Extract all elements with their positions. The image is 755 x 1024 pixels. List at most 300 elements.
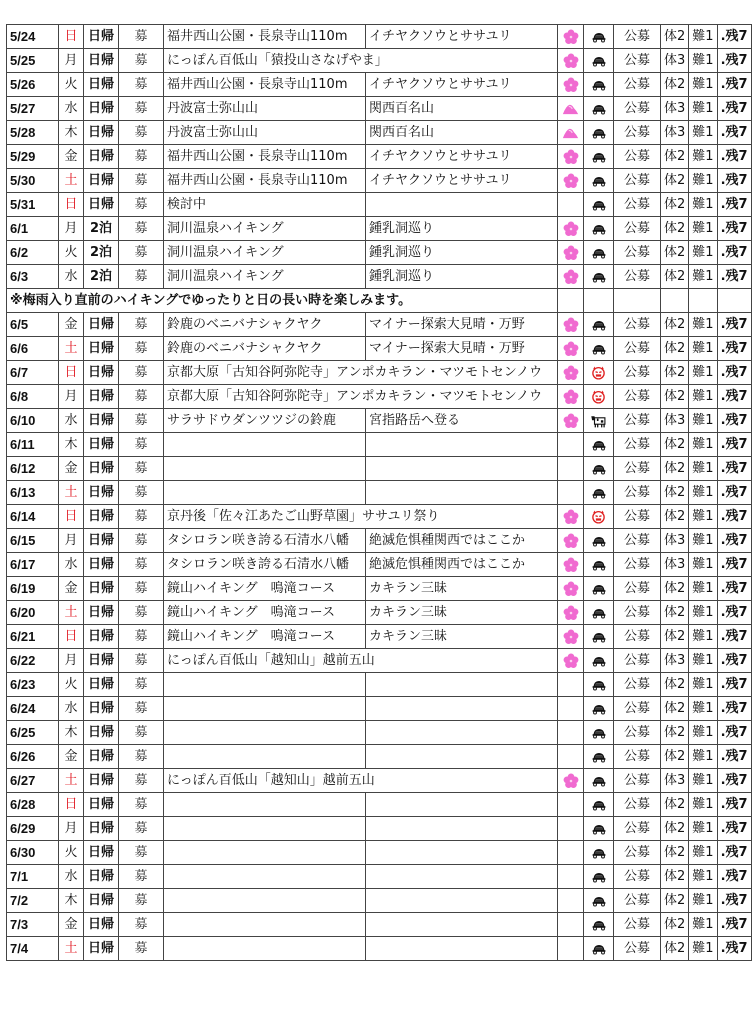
turtle-icon (591, 655, 607, 667)
feature-icon-cell (558, 649, 584, 673)
recruit-cell: 募 (119, 481, 164, 505)
turtle-icon (591, 751, 607, 763)
remaining-seats-cell: .残7 (717, 361, 751, 385)
turtle-icon (591, 607, 607, 619)
title-cell: サラサドウダンツツジの鈴鹿 (164, 409, 366, 433)
oni-face-icon (591, 509, 606, 524)
stamina-level-cell: 体2 (661, 817, 689, 841)
transport-icon-cell (584, 553, 614, 577)
mountain-icon (562, 103, 579, 115)
date-cell: 5/29 (7, 145, 59, 169)
recruit-cell: 募 (119, 817, 164, 841)
subtitle-cell: 宮指路岳へ登る (366, 409, 558, 433)
public-recruit-cell: 公募 (614, 649, 661, 673)
feature-icon-cell (558, 73, 584, 97)
turtle-icon (591, 895, 607, 907)
turtle-icon (591, 103, 607, 115)
transport-icon-cell (584, 409, 614, 433)
trip-type-cell: 日帰 (84, 361, 119, 385)
public-recruit-cell: 公募 (614, 865, 661, 889)
table-row (7, 601, 752, 625)
stamina-level-cell: 体2 (661, 673, 689, 697)
recruit-cell: 募 (119, 529, 164, 553)
date-cell: 6/23 (7, 673, 59, 697)
empty-cell (614, 289, 661, 313)
feature-icon-cell (558, 433, 584, 457)
table-row (7, 865, 752, 889)
subtitle-cell: 絶滅危惧種関西ではここか (366, 529, 558, 553)
weekday-cell: 土 (59, 169, 84, 193)
stamina-level-cell: 体3 (661, 409, 689, 433)
feature-icon-cell (558, 385, 584, 409)
turtle-icon (591, 343, 607, 355)
stamina-level-cell: 体2 (661, 481, 689, 505)
recruit-cell: 募 (119, 457, 164, 481)
weekday-cell: 金 (59, 913, 84, 937)
difficulty-level-cell: 難1 (689, 697, 717, 721)
table-row (7, 817, 752, 841)
subtitle-cell (366, 913, 558, 937)
date-cell: 6/17 (7, 553, 59, 577)
turtle-icon (591, 247, 607, 259)
difficulty-level-cell: 難1 (689, 313, 717, 337)
difficulty-level-cell: 難1 (689, 721, 717, 745)
date-cell: 5/28 (7, 121, 59, 145)
difficulty-level-cell: 難1 (689, 841, 717, 865)
empty-cell (689, 289, 717, 313)
weekday-cell: 火 (59, 673, 84, 697)
table-row (7, 193, 752, 217)
transport-icon-cell (584, 913, 614, 937)
weekday-cell: 水 (59, 265, 84, 289)
feature-icon-cell (558, 241, 584, 265)
title-cell: 洞川温泉ハイキング (164, 217, 366, 241)
trip-type-cell: 2泊 (84, 265, 119, 289)
transport-icon-cell (584, 937, 614, 961)
subtitle-cell: 絶滅危惧種関西ではここか (366, 553, 558, 577)
subtitle-cell (366, 697, 558, 721)
transport-icon-cell (584, 481, 614, 505)
stamina-level-cell: 体3 (661, 97, 689, 121)
title-cell: 丹波富士弥山山 (164, 97, 366, 121)
turtle-icon (591, 223, 607, 235)
subtitle-cell (366, 673, 558, 697)
date-cell: 6/11 (7, 433, 59, 457)
public-recruit-cell: 公募 (614, 385, 661, 409)
date-cell: 7/1 (7, 865, 59, 889)
date-cell: 5/31 (7, 193, 59, 217)
difficulty-level-cell: 難1 (689, 169, 717, 193)
public-recruit-cell: 公募 (614, 145, 661, 169)
public-recruit-cell: 公募 (614, 193, 661, 217)
feature-icon-cell (558, 49, 584, 73)
flower-icon (563, 29, 579, 45)
transport-icon-cell (584, 889, 614, 913)
difficulty-level-cell: 難1 (689, 457, 717, 481)
weekday-cell: 月 (59, 817, 84, 841)
remaining-seats-cell: .残7 (717, 193, 751, 217)
subtitle-cell: マイナー探索大見晴・万野 (366, 313, 558, 337)
date-cell: 6/15 (7, 529, 59, 553)
date-cell: 6/3 (7, 265, 59, 289)
weekday-cell: 木 (59, 433, 84, 457)
date-cell: 6/20 (7, 601, 59, 625)
flower-icon (563, 341, 579, 357)
trip-type-cell: 日帰 (84, 769, 119, 793)
transport-icon-cell (584, 769, 614, 793)
subtitle-cell: マイナー探索大見晴・万野 (366, 337, 558, 361)
transport-icon-cell (584, 313, 614, 337)
trip-type-cell: 日帰 (84, 457, 119, 481)
weekday-cell: 土 (59, 937, 84, 961)
remaining-seats-cell: .残7 (717, 889, 751, 913)
recruit-cell: 募 (119, 25, 164, 49)
note-row (7, 289, 752, 313)
remaining-seats-cell: .残7 (717, 817, 751, 841)
flower-icon (563, 557, 579, 573)
table-row (7, 145, 752, 169)
date-cell: 6/25 (7, 721, 59, 745)
stamina-level-cell: 体2 (661, 913, 689, 937)
subtitle-cell (366, 193, 558, 217)
feature-icon-cell (558, 481, 584, 505)
public-recruit-cell: 公募 (614, 265, 661, 289)
title-cell (164, 841, 366, 865)
flower-icon (563, 317, 579, 333)
subtitle-cell: イチヤクソウとササユリ (366, 169, 558, 193)
public-recruit-cell: 公募 (614, 529, 661, 553)
turtle-icon (591, 31, 607, 43)
weekday-cell: 土 (59, 769, 84, 793)
table-row (7, 241, 752, 265)
remaining-seats-cell: .残7 (717, 169, 751, 193)
table-row (7, 841, 752, 865)
remaining-seats-cell: .残7 (717, 937, 751, 961)
remaining-seats-cell: .残7 (717, 769, 751, 793)
subtitle-cell (366, 793, 558, 817)
trip-type-cell: 日帰 (84, 865, 119, 889)
turtle-icon (591, 199, 607, 211)
feature-icon-cell (558, 625, 584, 649)
stamina-level-cell: 体2 (661, 577, 689, 601)
trip-type-cell: 日帰 (84, 25, 119, 49)
empty-cell (584, 289, 614, 313)
difficulty-level-cell: 難1 (689, 577, 717, 601)
public-recruit-cell: 公募 (614, 625, 661, 649)
trip-type-cell: 2泊 (84, 217, 119, 241)
turtle-icon (591, 919, 607, 931)
public-recruit-cell: 公募 (614, 721, 661, 745)
weekday-cell: 日 (59, 361, 84, 385)
table-row (7, 385, 752, 409)
recruit-cell: 募 (119, 217, 164, 241)
transport-icon-cell (584, 649, 614, 673)
stamina-level-cell: 体2 (661, 265, 689, 289)
flower-icon (563, 245, 579, 261)
remaining-seats-cell: .残7 (717, 505, 751, 529)
date-cell: 5/25 (7, 49, 59, 73)
title-cell: 福井西山公園・長泉寺山110m (164, 145, 366, 169)
turtle-icon (591, 271, 607, 283)
table-row (7, 217, 752, 241)
date-cell: 6/10 (7, 409, 59, 433)
date-cell: 6/7 (7, 361, 59, 385)
trip-type-cell: 日帰 (84, 601, 119, 625)
difficulty-level-cell: 難1 (689, 49, 717, 73)
transport-icon-cell (584, 505, 614, 529)
transport-icon-cell (584, 217, 614, 241)
note-text: ※梅雨入り直前のハイキングでゆったりと日の長い時を楽しみます。 (7, 289, 558, 313)
public-recruit-cell: 公募 (614, 793, 661, 817)
date-cell: 6/13 (7, 481, 59, 505)
title-cell: 鈴鹿のベニバナシャクヤク (164, 337, 366, 361)
stamina-level-cell: 体2 (661, 793, 689, 817)
cow-icon (590, 413, 607, 429)
table-row (7, 433, 752, 457)
recruit-cell: 募 (119, 97, 164, 121)
subtitle-cell (366, 937, 558, 961)
recruit-cell: 募 (119, 409, 164, 433)
remaining-seats-cell: .残7 (717, 865, 751, 889)
weekday-cell: 水 (59, 97, 84, 121)
public-recruit-cell: 公募 (614, 457, 661, 481)
weekday-cell: 月 (59, 49, 84, 73)
recruit-cell: 募 (119, 433, 164, 457)
recruit-cell: 募 (119, 73, 164, 97)
weekday-cell: 日 (59, 793, 84, 817)
feature-icon-cell (558, 889, 584, 913)
weekday-cell: 日 (59, 505, 84, 529)
difficulty-level-cell: 難1 (689, 601, 717, 625)
turtle-icon (591, 487, 607, 499)
recruit-cell: 募 (119, 553, 164, 577)
table-row (7, 625, 752, 649)
mountain-icon (562, 127, 579, 139)
empty-cell (661, 289, 689, 313)
empty-cell (717, 289, 751, 313)
remaining-seats-cell: .残7 (717, 385, 751, 409)
difficulty-level-cell: 難1 (689, 793, 717, 817)
transport-icon-cell (584, 865, 614, 889)
subtitle-cell: イチヤクソウとササユリ (366, 145, 558, 169)
turtle-icon (591, 319, 607, 331)
feature-icon-cell (558, 457, 584, 481)
stamina-level-cell: 体2 (661, 505, 689, 529)
remaining-seats-cell: .残7 (717, 457, 751, 481)
turtle-icon (591, 799, 607, 811)
stamina-level-cell: 体2 (661, 25, 689, 49)
public-recruit-cell: 公募 (614, 889, 661, 913)
transport-icon-cell (584, 49, 614, 73)
empty-cell (558, 289, 584, 313)
table-row (7, 889, 752, 913)
recruit-cell: 募 (119, 745, 164, 769)
trip-type-cell: 日帰 (84, 169, 119, 193)
trip-type-cell: 日帰 (84, 337, 119, 361)
recruit-cell: 募 (119, 361, 164, 385)
public-recruit-cell: 公募 (614, 121, 661, 145)
trip-type-cell: 日帰 (84, 145, 119, 169)
remaining-seats-cell: .残7 (717, 409, 751, 433)
feature-icon-cell (558, 505, 584, 529)
stamina-level-cell: 体2 (661, 457, 689, 481)
remaining-seats-cell: .残7 (717, 25, 751, 49)
remaining-seats-cell: .残7 (717, 481, 751, 505)
feature-icon-cell (558, 97, 584, 121)
turtle-icon (591, 535, 607, 547)
recruit-cell: 募 (119, 601, 164, 625)
recruit-cell: 募 (119, 841, 164, 865)
table-row (7, 769, 752, 793)
weekday-cell: 金 (59, 577, 84, 601)
turtle-icon (591, 583, 607, 595)
difficulty-level-cell: 難1 (689, 481, 717, 505)
public-recruit-cell: 公募 (614, 697, 661, 721)
recruit-cell: 募 (119, 385, 164, 409)
feature-icon-cell (558, 217, 584, 241)
subtitle-cell: 関西百名山 (366, 97, 558, 121)
public-recruit-cell: 公募 (614, 601, 661, 625)
recruit-cell: 募 (119, 673, 164, 697)
difficulty-level-cell: 難1 (689, 913, 717, 937)
date-cell: 5/30 (7, 169, 59, 193)
weekday-cell: 木 (59, 721, 84, 745)
recruit-cell: 募 (119, 577, 164, 601)
transport-icon-cell (584, 457, 614, 481)
date-cell: 6/14 (7, 505, 59, 529)
turtle-icon (591, 703, 607, 715)
transport-icon-cell (584, 145, 614, 169)
stamina-level-cell: 体2 (661, 145, 689, 169)
date-cell: 5/27 (7, 97, 59, 121)
recruit-cell: 募 (119, 241, 164, 265)
subtitle-cell: カキラン三昧 (366, 625, 558, 649)
subtitle-cell (366, 889, 558, 913)
stamina-level-cell: 体2 (661, 841, 689, 865)
turtle-icon (591, 463, 607, 475)
table-row (7, 937, 752, 961)
trip-type-cell: 日帰 (84, 841, 119, 865)
stamina-level-cell: 体3 (661, 553, 689, 577)
difficulty-level-cell: 難1 (689, 217, 717, 241)
trip-type-cell: 日帰 (84, 913, 119, 937)
transport-icon-cell (584, 25, 614, 49)
table-row (7, 409, 752, 433)
difficulty-level-cell: 難1 (689, 865, 717, 889)
weekday-cell: 水 (59, 697, 84, 721)
turtle-icon (591, 55, 607, 67)
difficulty-level-cell: 難1 (689, 889, 717, 913)
transport-icon-cell (584, 241, 614, 265)
oni-face-icon (591, 389, 606, 404)
table-row (7, 793, 752, 817)
public-recruit-cell: 公募 (614, 577, 661, 601)
recruit-cell: 募 (119, 937, 164, 961)
weekday-cell: 日 (59, 25, 84, 49)
public-recruit-cell: 公募 (614, 409, 661, 433)
schedule-body (7, 25, 752, 961)
date-cell: 6/30 (7, 841, 59, 865)
date-cell: 6/5 (7, 313, 59, 337)
feature-icon-cell (558, 769, 584, 793)
recruit-cell: 募 (119, 265, 164, 289)
transport-icon-cell (584, 793, 614, 817)
subtitle-cell (366, 457, 558, 481)
public-recruit-cell: 公募 (614, 841, 661, 865)
date-cell: 6/24 (7, 697, 59, 721)
feature-icon-cell (558, 337, 584, 361)
remaining-seats-cell: .残7 (717, 553, 751, 577)
remaining-seats-cell: .残7 (717, 265, 751, 289)
feature-icon-cell (558, 313, 584, 337)
recruit-cell: 募 (119, 121, 164, 145)
title-cell (164, 793, 366, 817)
stamina-level-cell: 体2 (661, 241, 689, 265)
feature-icon-cell (558, 673, 584, 697)
weekday-cell: 火 (59, 841, 84, 865)
date-cell: 6/21 (7, 625, 59, 649)
date-cell: 7/2 (7, 889, 59, 913)
title-cell: 鏡山ハイキング 鳴滝コース (164, 601, 366, 625)
weekday-cell: 火 (59, 73, 84, 97)
turtle-icon (591, 823, 607, 835)
weekday-cell: 土 (59, 337, 84, 361)
feature-icon-cell (558, 25, 584, 49)
title-cell (164, 481, 366, 505)
remaining-seats-cell: .残7 (717, 433, 751, 457)
difficulty-level-cell: 難1 (689, 769, 717, 793)
weekday-cell: 木 (59, 121, 84, 145)
turtle-icon (591, 79, 607, 91)
remaining-seats-cell: .残7 (717, 97, 751, 121)
flower-icon (563, 173, 579, 189)
public-recruit-cell: 公募 (614, 361, 661, 385)
weekday-cell: 日 (59, 625, 84, 649)
public-recruit-cell: 公募 (614, 937, 661, 961)
title-cell (164, 745, 366, 769)
subtitle-cell: カキラン三昧 (366, 577, 558, 601)
stamina-level-cell: 体3 (661, 121, 689, 145)
transport-icon-cell (584, 433, 614, 457)
subtitle-cell (366, 721, 558, 745)
stamina-level-cell: 体2 (661, 697, 689, 721)
difficulty-level-cell: 難1 (689, 649, 717, 673)
title-cell: 洞川温泉ハイキング (164, 265, 366, 289)
subtitle-cell: 鍾乳洞巡り (366, 241, 558, 265)
date-cell: 6/8 (7, 385, 59, 409)
date-cell: 6/28 (7, 793, 59, 817)
difficulty-level-cell: 難1 (689, 361, 717, 385)
title-cell: にっぽん百低山「越知山」越前五山 (164, 769, 558, 793)
turtle-icon (591, 847, 607, 859)
remaining-seats-cell: .残7 (717, 337, 751, 361)
flower-icon (563, 413, 579, 429)
feature-icon-cell (558, 529, 584, 553)
trip-type-cell: 日帰 (84, 433, 119, 457)
transport-icon-cell (584, 529, 614, 553)
stamina-level-cell: 体2 (661, 385, 689, 409)
weekday-cell: 水 (59, 865, 84, 889)
public-recruit-cell: 公募 (614, 241, 661, 265)
stamina-level-cell: 体3 (661, 769, 689, 793)
title-cell (164, 817, 366, 841)
weekday-cell: 土 (59, 481, 84, 505)
subtitle-cell (366, 817, 558, 841)
title-cell: タシロラン咲き誇る石清水八幡 (164, 553, 366, 577)
stamina-level-cell: 体2 (661, 745, 689, 769)
stamina-level-cell: 体2 (661, 73, 689, 97)
weekday-cell: 金 (59, 145, 84, 169)
